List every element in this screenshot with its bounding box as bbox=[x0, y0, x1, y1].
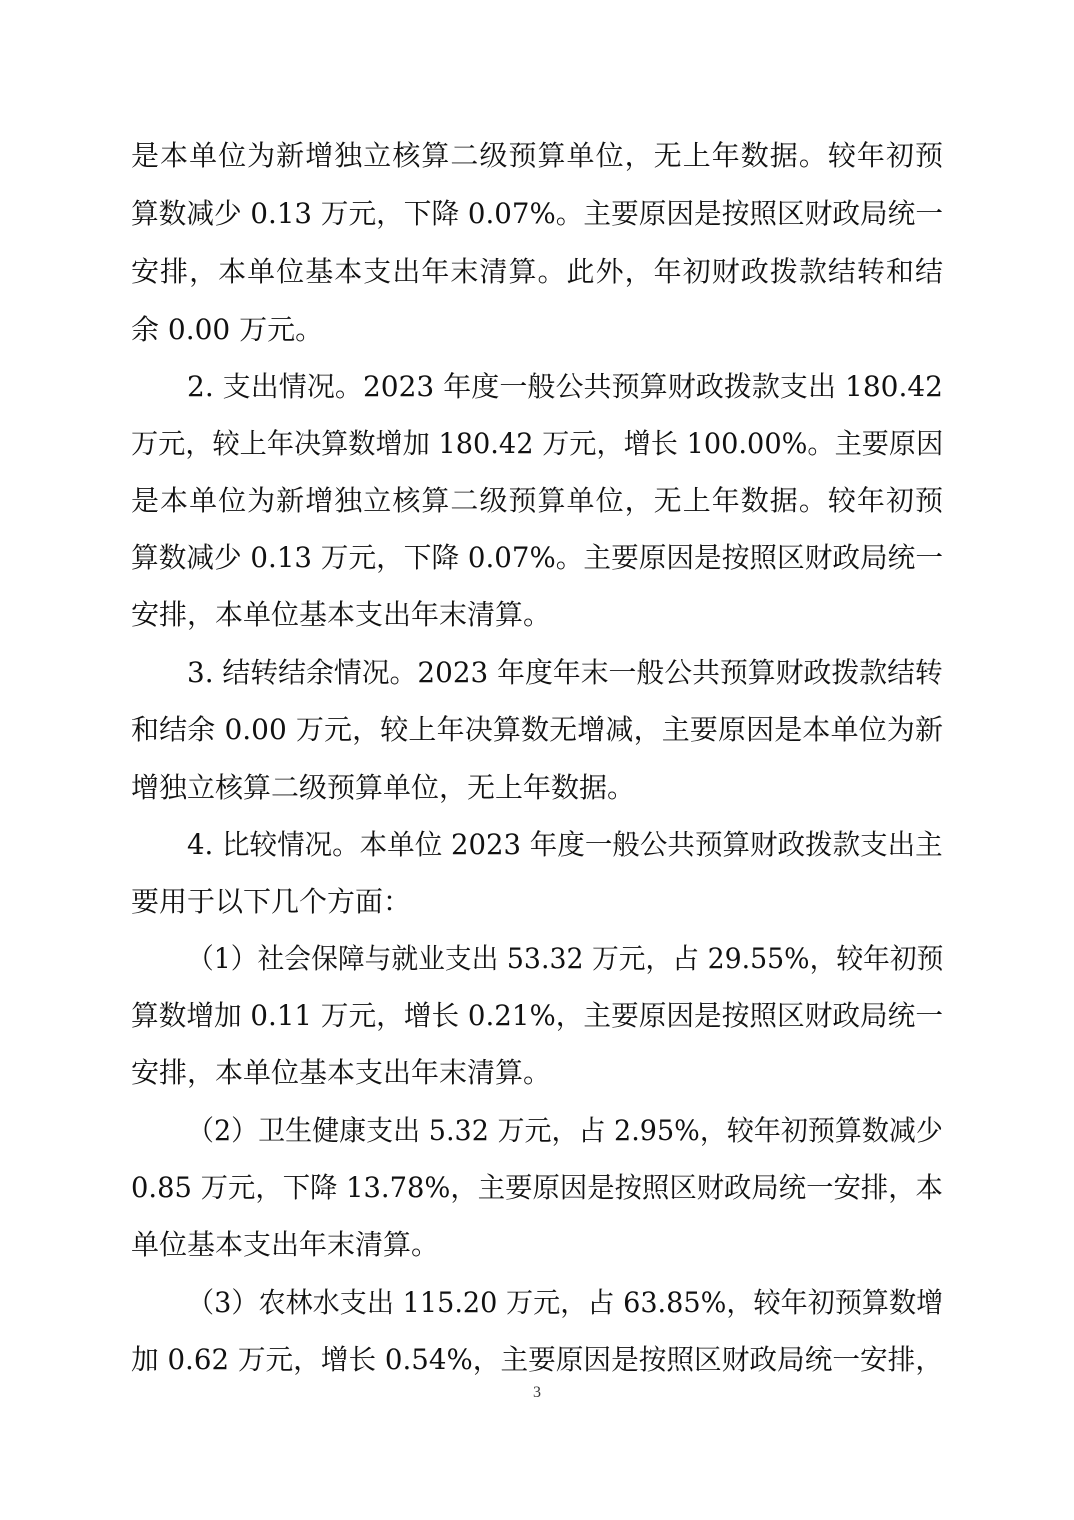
body-line: 是本单位为新增独立核算二级预算单位，无上年数据。较年初预 bbox=[131, 139, 943, 172]
body-line: 算数增加 0.11 万元，增长 0.21%，主要原因是按照区财政局统一 bbox=[131, 999, 943, 1032]
body-line: 安排，本单位基本支出年末清算。此外，年初财政拨款结转和结 bbox=[131, 255, 943, 288]
body-line: 算数减少 0.13 万元，下降 0.07%。主要原因是按照区财政局统一 bbox=[131, 541, 943, 574]
section-heading-line: 3. 结转结余情况。2023 年度年末一般公共预算财政拨款结转 bbox=[187, 656, 943, 689]
body-line: 单位基本支出年末清算。 bbox=[131, 1228, 440, 1261]
body-line: 万元，较上年决算数增加 180.42 万元，增长 100.00%。主要原因 bbox=[131, 427, 944, 460]
body-line: 安排，本单位基本支出年末清算。 bbox=[131, 1056, 552, 1089]
list-item-line: （2）卫生健康支出 5.32 万元，占 2.95%，较年初预算数减少 bbox=[187, 1114, 943, 1147]
page-number: 3 bbox=[533, 1384, 541, 1401]
body-line: 增独立核算二级预算单位，无上年数据。 bbox=[131, 771, 636, 804]
list-item-line: （3）农林水支出 115.20 万元，占 63.85%，较年初预算数增 bbox=[187, 1286, 944, 1319]
section-heading-line: 2. 支出情况。2023 年度一般公共预算财政拨款支出 180.42 bbox=[187, 370, 943, 403]
body-line: 算数减少 0.13 万元，下降 0.07%。主要原因是按照区财政局统一 bbox=[131, 197, 943, 230]
section-heading-line: 4. 比较情况。本单位 2023 年度一般公共预算财政拨款支出主 bbox=[187, 828, 943, 861]
body-line: 是本单位为新增独立核算二级预算单位，无上年数据。较年初预 bbox=[131, 484, 943, 517]
body-line: 余 0.00 万元。 bbox=[131, 313, 324, 346]
body-line: 要用于以下几个方面： bbox=[131, 885, 412, 918]
body-line: 安排，本单位基本支出年末清算。 bbox=[131, 598, 552, 631]
body-line: 0.85 万元，下降 13.78%，主要原因是按照区财政局统一安排，本 bbox=[131, 1171, 943, 1204]
list-item-line: （1）社会保障与就业支出 53.32 万元，占 29.55%，较年初预 bbox=[187, 942, 944, 975]
body-line: 和结余 0.00 万元，较上年决算数无增减，主要原因是本单位为新 bbox=[131, 713, 943, 746]
body-line: 加 0.62 万元，增长 0.54%，主要原因是按照区财政局统一安排， bbox=[131, 1343, 943, 1376]
